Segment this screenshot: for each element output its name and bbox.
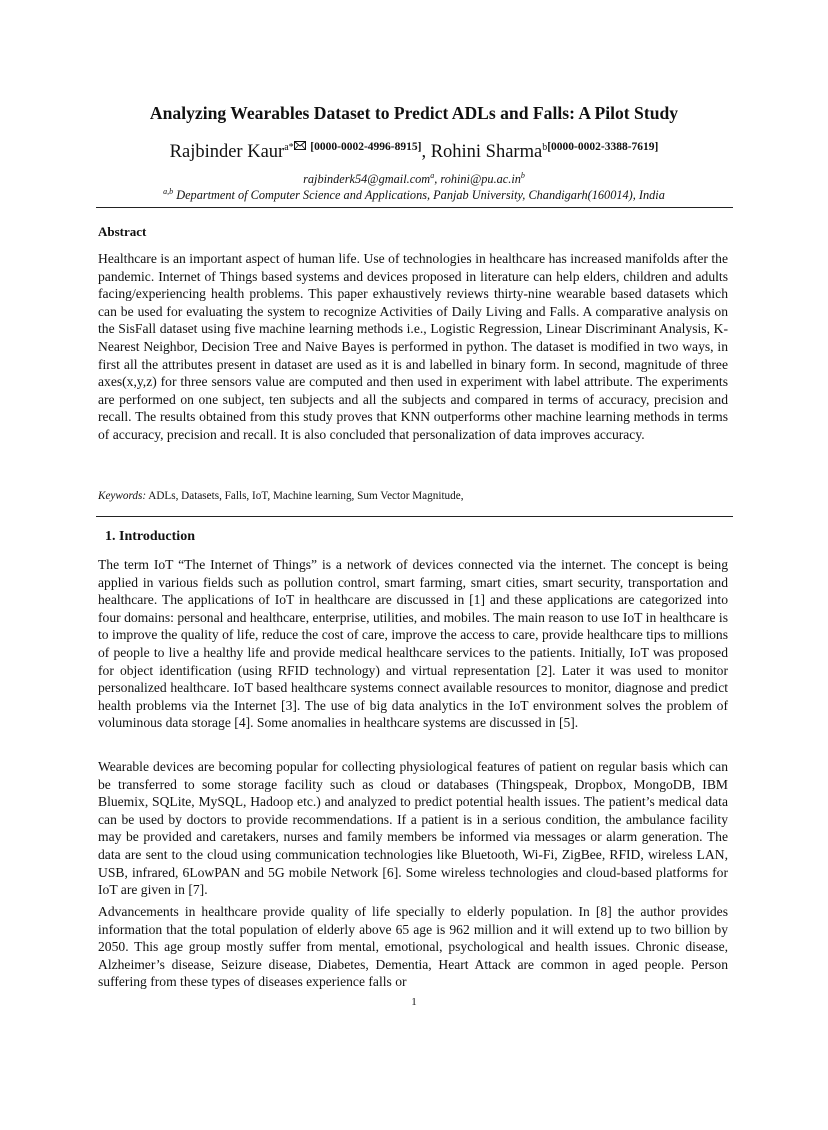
affiliation-text: Department of Computer Science and Applications, Panjab University, Chandigarh(160014), India — [173, 188, 665, 202]
author-separator: , — [421, 142, 431, 162]
email-a: rajbinderk54@gmail.com — [303, 172, 431, 186]
keywords-label: Keywords: — [98, 490, 147, 502]
intro-paragraph: Wearable devices are becoming popular for collecting physiological features of patient on regular basis which can be transferred to some storage facility such as cloud or databases (Thingspeak, Dropbox, MongoDB, IBM Bluemix, SQLite, MySQL, Hadoop etc.) and analyzed to predict potential health issues. The patient’s medical data can be used by doctors to provide recommendations. If a patient is in a serious condition, the ambulance facility may be provided and caretakers, nurses and family members be informed via messages or alarm generation. The data are sent to the cloud using communication technologies like Bluetooth, Wi-Fi, ZigBee, RFID, wireless LAN, USB, infrared, 6LowPAN and 5G mobile Network [6]. Some wireless technologies and cloud-based platforms for IoT are given in [7]. — [98, 759, 728, 898]
author-orcid: [0000-0002-3388-7619] — [547, 141, 659, 153]
email-b: rohini@pu.ac.in — [440, 172, 521, 186]
paper-title: Analyzing Wearables Dataset to Predict ADLs and Falls: A Pilot Study — [149, 103, 679, 123]
author-marks: a* — [284, 142, 294, 153]
author-name: Rajbinder Kaur — [169, 142, 285, 162]
author-orcid: [0000-0002-4996-8915] — [310, 141, 422, 153]
keywords-list: ADLs, Datasets, Falls, IoT, Machine learning, Sum Vector Magnitude, — [146, 490, 464, 502]
author-marks: b — [542, 142, 548, 153]
author-name: Rohini Sharma — [430, 142, 543, 162]
intro-paragraph: The term IoT “The Internet of Things” is a network of devices connected via the internet. The concept is being applied in various fields such as pollution control, smart farming, smart cities, smart security, transportation and healthcare. The applications of IoT in healthcare are discussed in [1] and these applications are categorized into four domains: personal and healthcare, enterprise, utilities, and mobiles. The main reason to use IoT in healthcare is to improve the quality of life, reduce the cost of care, improve the access to care, provide healthcare tips to millions of people to live a healthy life and provide medical healthcare services to the patients. Initially, IoT was proposed for object identification (using RFID technology) and virtual representation [2]. Later it was used to monitor personalized healthcare. IoT based healthcare systems connect available resources to monitor, diagnose and predict health problems via the Internet [3]. The use of big data analytics in the IoT environment solves the problem of voluminous data storage [4]. Some anomalies in healthcare systems are discussed in [5]. — [98, 557, 728, 731]
affiliation — [0, 184, 828, 203]
intro-paragraph: Advancements in healthcare provide quality of life specially to elderly population. In [8] the author provides information that the total population of elderly above 65 age is 962 million and it will extend up to two billion by 2050. This age group mostly suffer from mental, emotional, psychological and health issues. Chronic disease, Alzheimer’s disease, Seizure disease, Diabetes, Dementia, Heart Attack are common in aged people. Person suffering from these types of diseases experience falls or — [98, 904, 728, 990]
email-separator: , — [434, 172, 441, 186]
header-divider — [96, 207, 733, 208]
keywords — [98, 489, 728, 504]
abstract-heading: Abstract — [98, 224, 147, 239]
envelope-icon — [294, 134, 306, 160]
section-heading: 1. Introduction — [105, 529, 195, 544]
email-mark-a: a — [430, 171, 435, 180]
email-mark-b: b — [520, 171, 525, 180]
page-number: 1 — [411, 996, 417, 1008]
author-line — [0, 134, 828, 165]
abstract-text: Healthcare is an important aspect of human life. Use of technologies in healthcare has increased manifolds after the pandemic. Internet of Things based systems and devices proposed in literature can help elders, children and adults facing/experiencing health problems. This paper exhaustively reviews thirty-nine wearable based datasets which can be used for evaluating the system to recognize Activities of Daily Living and Falls. A comparative analysis on the SisFall dataset using five machine learning methods i.e., Logistic Regression, Linear Discriminant Analysis, K-Nearest Neighbor, Decision Tree and Naive Bayes is performed in python. The dataset is modified in two ways, in first all the attributes present in dataset are used as it is and labelled in binary form. In second, magnitude of three axes(x,y,z) for three sensors value are computed and then used in experiment with label attribute. The experiments are performed on one subject, ten subjects and all the subjects and compared in terms of accuracy, precision and recall. The results obtained from this study proves that KNN outperforms other machine learning methods in terms of accuracy, precision and recall. It is also concluded that personalization of data improves accuracy. — [98, 251, 728, 442]
affiliation-marks: a,b — [163, 187, 174, 196]
abstract-divider — [96, 516, 733, 517]
